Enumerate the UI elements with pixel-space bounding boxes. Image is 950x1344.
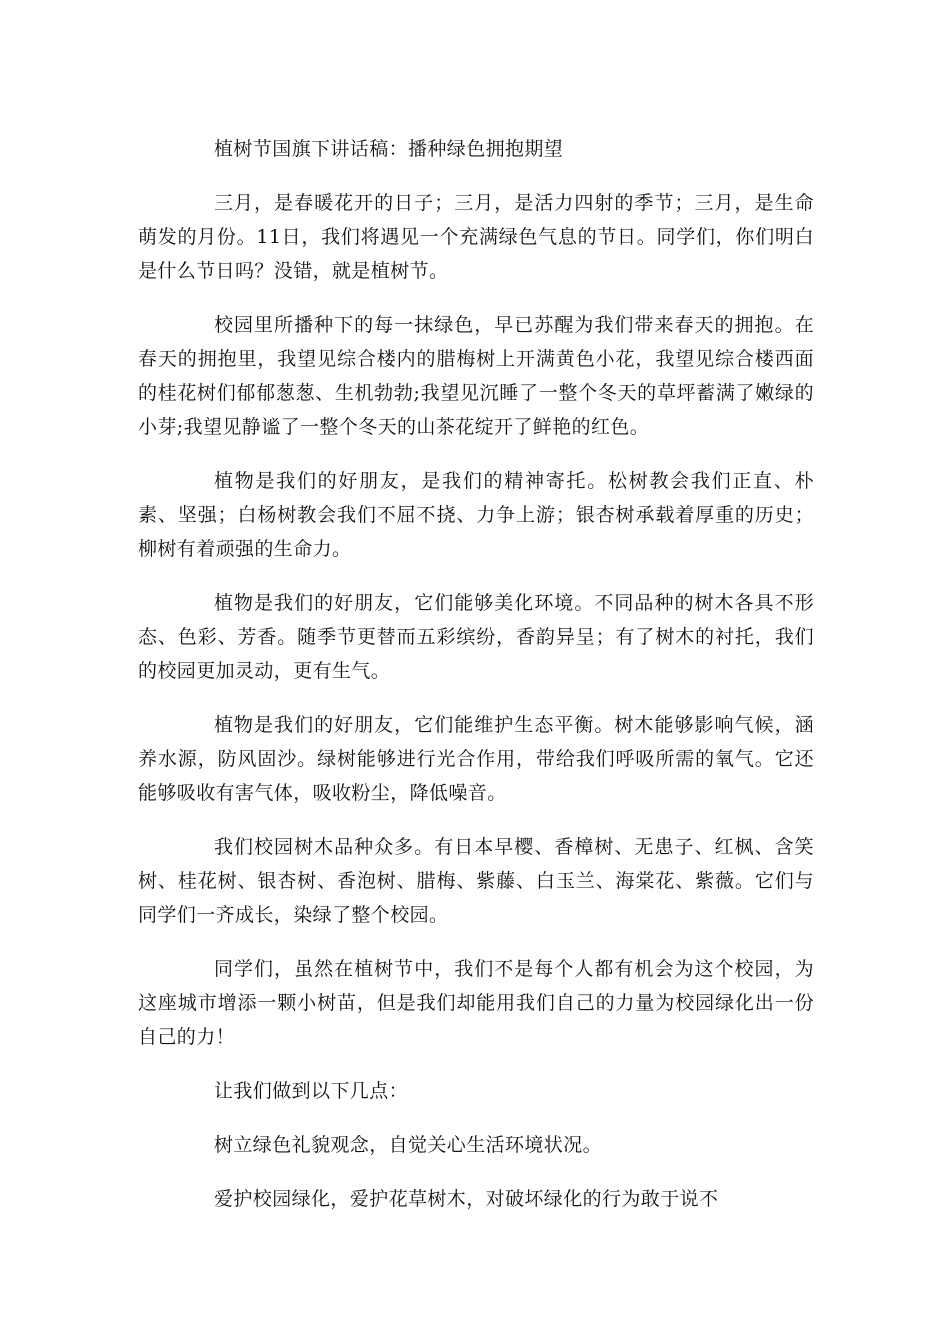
document-body [138, 132, 814, 1216]
paragraph: 同学们，虽然在植树节中，我们不是每个人都有机会为这个校园，为这座城市增添一颗小树苗，但是我们却能用我们自己的力量为校园绿化出一份自己的力！ [138, 958, 814, 1048]
paragraph: 植物是我们的好朋友，是我们的精神寄托。松树教会我们正直、朴素、坚强；白杨树教会我们不屈不挠、力争上游；银杏树承载着厚重的历史；柳树有着顽强的生命力。 [138, 470, 814, 560]
paragraph: 校园里所播种下的每一抹绿色，早已苏醒为我们带来春天的拥抱。在春天的拥抱里，我望见综合楼内的腊梅树上开满黄色小花，我望见综合楼西面的桂花树们郁郁葱葱、生机勃勃;我望见沉睡了一整个冬天的草坪蓄满了嫩绿的小芽;我望见静谧了一整个冬天的山茶花绽开了鲜艳的红色。 [138, 314, 814, 438]
paragraph: 植物是我们的好朋友，它们能维护生态平衡。树木能够影响气候，涵养水源，防风固沙。绿树能够进行光合作用，带给我们呼吸所需的氧气。它还能够吸收有害气体，吸收粉尘，降低噪音。 [138, 714, 814, 804]
paragraph: 三月，是春暖花开的日子；三月，是活力四射的季节；三月，是生命萌发的月份。11日，我们将遇见一个充满绿色气息的节日。同学们，你们明白是什么节日吗？没错，就是植树节。 [138, 192, 814, 282]
paragraph: 我们校园树木品种众多。有日本早樱、香樟树、无患子、红枫、含笑树、桂花树、银杏树、香泡树、腊梅、紫藤、白玉兰、海棠花、紫薇。它们与同学们一齐成长，染绿了整个校园。 [138, 836, 814, 926]
paragraph: 让我们做到以下几点： [214, 1080, 409, 1102]
paragraph: 树立绿色礼貌观念，自觉关心生活环境状况。 [214, 1134, 603, 1156]
paragraph: 爱护校园绿化，爱护花草树木，对破坏绿化的行为敢于说不 [214, 1188, 719, 1210]
document-title: 植树节国旗下讲话稿：播种绿色拥抱期望 [214, 138, 564, 160]
paragraph: 植物是我们的好朋友，它们能够美化环境。不同品种的树木各具不形态、色彩、芳香。随季节更替而五彩缤纷，香韵异呈；有了树木的衬托，我们的校园更加灵动，更有生气。 [138, 592, 814, 682]
